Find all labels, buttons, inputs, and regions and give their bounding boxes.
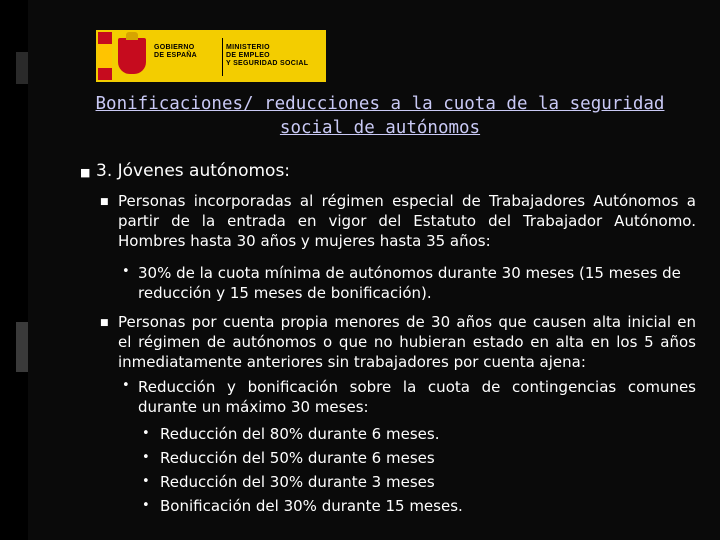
list-subitem: Reducción y bonificación sobre la cuota de contingencias comunes durante un máximo 30 meses:	[138, 378, 696, 416]
logo-ministry-text: MINISTERIO DE EMPLEO Y SEGURIDAD SOCIAL	[226, 44, 309, 67]
list-subsubitem: Reducción del 50% durante 6 meses	[160, 449, 435, 467]
round-bullet-icon: •	[142, 450, 150, 465]
round-bullet-icon: •	[142, 474, 150, 489]
square-bullet-icon: ■	[80, 166, 91, 179]
left-accent-bar-lower	[16, 322, 28, 372]
list-subsubitem: Reducción del 80% durante 6 meses.	[160, 425, 440, 443]
round-bullet-icon: •	[122, 264, 130, 279]
list-item: Personas por cuenta propia menores de 30 años que causen alta inicial en el régimen de autónomos o que no hubieran estado en alta en los 5 años inmediatamente anteriores sin trabajadores por cuenta ajena:	[118, 313, 696, 371]
spain-flag-icon	[98, 32, 112, 80]
section-heading: 3. Jóvenes autónomos:	[96, 161, 291, 181]
round-bullet-icon: •	[142, 498, 150, 513]
list-subsubitem: Bonificación del 30% durante 15 meses.	[160, 497, 463, 515]
round-bullet-icon: •	[142, 426, 150, 441]
coat-of-arms-icon	[118, 38, 146, 74]
list-subsubitem: Reducción del 30% durante 3 meses	[160, 473, 435, 491]
square-bullet-icon: ■	[100, 318, 109, 328]
round-bullet-icon: •	[122, 378, 130, 393]
list-subitem: 30% de la cuota mínima de autónomos durante 30 meses (15 meses de reducción y 15 meses de bonificación).	[138, 264, 681, 302]
list-item: Personas incorporadas al régimen especial de Trabajadores Autónomos a partir de la entrada en vigor del Estatuto del Trabajador Autónomo. Hombres hasta 30 años y mujeres hasta 35 años:	[118, 192, 696, 250]
left-accent-bar	[16, 52, 28, 84]
logo-divider	[222, 38, 223, 76]
square-bullet-icon: ■	[100, 197, 109, 207]
slide-title: Bonificaciones/ reducciones a la cuota de la seguridad social de autónomos	[95, 94, 665, 138]
ministry-logo	[96, 30, 326, 82]
logo-government-text: GOBIERNO DE ESPAÑA	[154, 44, 198, 59]
